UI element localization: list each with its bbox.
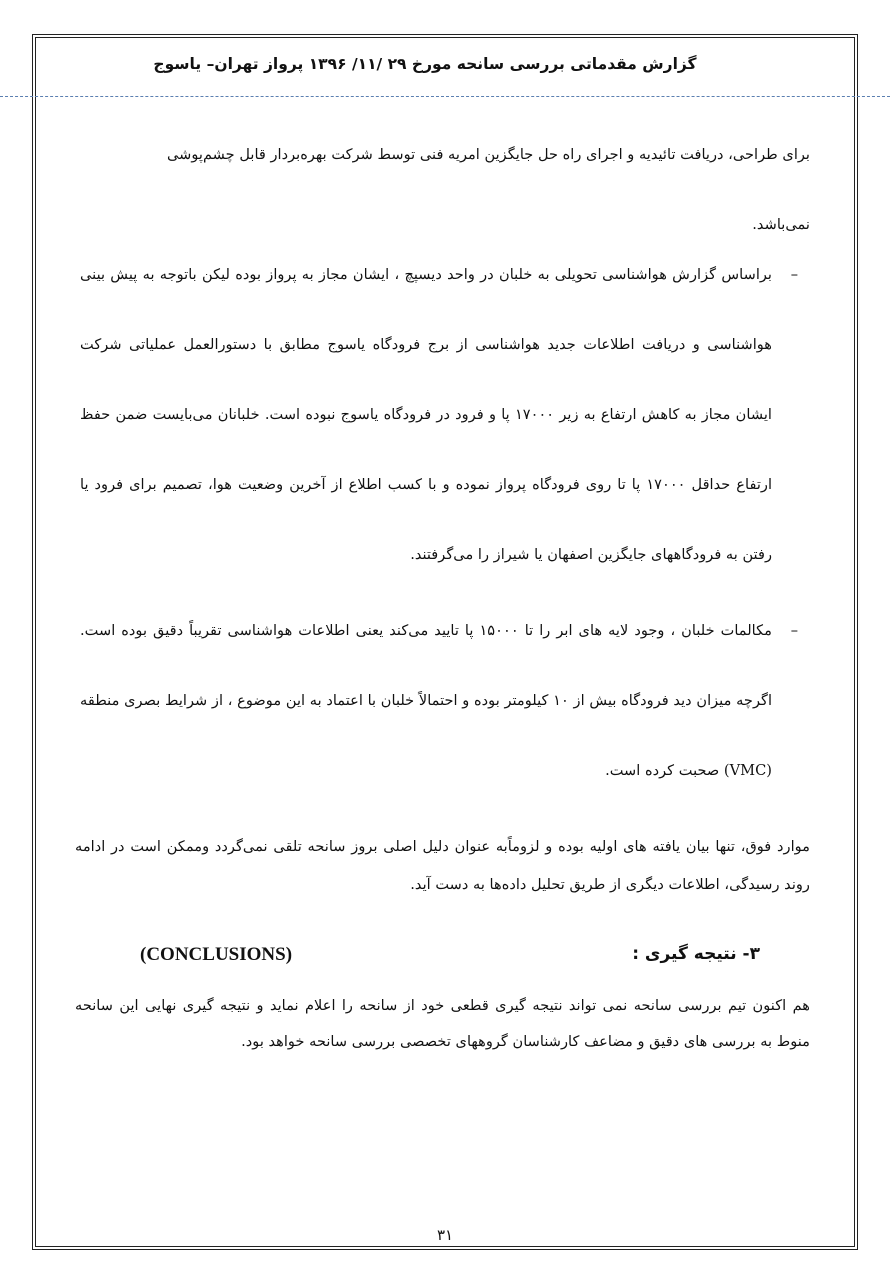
summary-paragraph: موارد فوق، تنها بیان یافته های اولیه بوده و لزوماًبه عنوان دلیل اصلی بروز سانحه تلقی نمی‌گردد وممکن است در ادامه روند رسیدگی، اطلاعات دیگری از طریق تحلیل داده‌ها به دست آید. bbox=[75, 838, 810, 893]
intro-paragraph bbox=[92, 120, 810, 260]
header-title-text: گزارش مقدماتی بررسی سانحه مورخ ۲۹ /۱۱/ ۱۳۹۶ پرواز تهران– یاسوج bbox=[153, 55, 697, 73]
intro-line-1: برای طراحی، دریافت تائیدیه و اجرای راه حل جایگزین امریه فنی توسط شرکت بهره‌بردار قابل چشم‌پوشی bbox=[166, 146, 810, 163]
bullet-dash: – bbox=[790, 266, 798, 283]
conclusions-paragraph: هم اکنون تیم بررسی سانحه نمی تواند نتیجه گیری قطعی خود از سانحه را اعلام نماید و نتیجه گیری نهایی این سانحه منوط به بررسی های دقیق و مضاعف کارشناسان گروههای تخصصی بررسی سانحه خواهد بود. bbox=[75, 997, 810, 1050]
bullet-dash: – bbox=[790, 622, 798, 639]
bullet-text: مکالمات خلبان ، وجود لایه های ابر را تا ۱۵۰۰۰ پا تایید می‌کند یعنی اطلاعات هواشناسی تقریباً دقیق بوده است. اگرچه میزان دید فرودگاه بیش از ۱۰ کیلومتر بوده و احتمالاً خلبان با اعتماد به این موضوع ، از شرایط بصری منطقه (VMC) صحبت کرده است. bbox=[80, 622, 773, 779]
bullet-pilot-communications bbox=[80, 596, 798, 806]
conclusions-heading bbox=[100, 944, 760, 974]
header-divider bbox=[0, 96, 890, 97]
conclusions-heading-en: (CONCLUSIONS) bbox=[140, 944, 293, 965]
conclusions-heading-fa: ۳- نتیجه گیری : bbox=[632, 944, 760, 964]
intro-line-2: نمی‌باشد. bbox=[752, 216, 810, 233]
report-header-title bbox=[0, 55, 890, 73]
page-number: ۳۱ bbox=[436, 1226, 454, 1244]
bullet-text: براساس گزارش هواشناسی تحویلی به خلبان در واحد دیسپچ ، ایشان مجاز به پرواز بوده لیکن باتوجه به پیش بینی هواشناسی و دریافت اطلاعات جدید هواشناسی از برج فرودگاه یاسوج مطابق با دستورالعمل عملیاتی شرکت ایشان مجاز به کاهش ارتفاع به زیر ۱۷۰۰۰ پا و فرود در فرودگاه یاسوج نبوده است. خلبانان می‌بایست ضمن حفظ ارتفاع حداقل ۱۷۰۰۰ پا تا روی فرودگاه پرواز نموده و با کسب اطلاع از آخرین وضعیت هوا، تصمیم برای فرود یا رفتن به فرودگاههای جایگزین اصفهان یا شیراز را می‌گرفتند. bbox=[80, 266, 773, 563]
bullet-weather-report bbox=[80, 240, 798, 590]
